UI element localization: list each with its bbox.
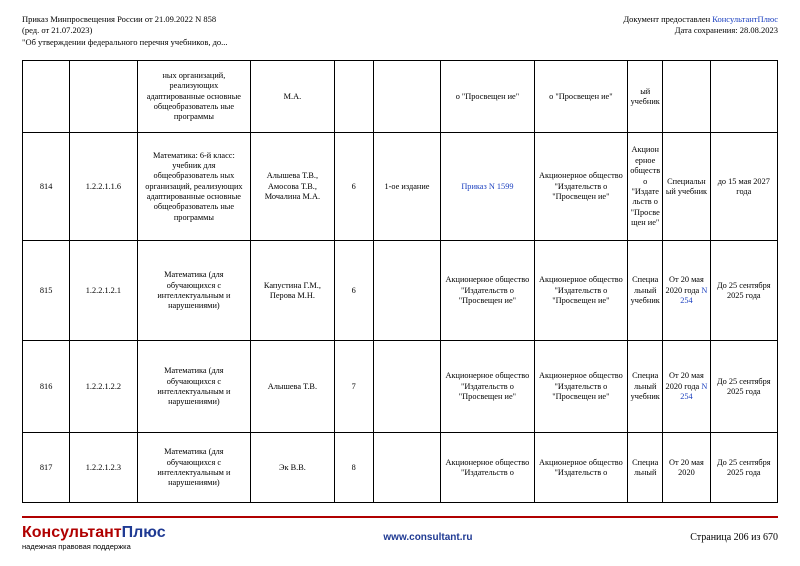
cell-code [70, 61, 137, 133]
cell-term: До 25 сентября 2025 года [710, 433, 777, 503]
table-row [23, 133, 778, 241]
cell-name: Математика (для обучающихся с интеллектуальным и нарушениями) [137, 241, 251, 341]
document-title-line-3: "Об утверждении федерального перечня учебников, до... [22, 36, 228, 47]
cell-order [663, 341, 710, 433]
textbooks-table [22, 60, 778, 503]
cell-publisher-1: о "Просвещен ие" [441, 61, 534, 133]
page-footer [22, 516, 778, 552]
provider-block [623, 14, 778, 37]
cell-name: ных организаций, реализующих адаптированные основные общеобразователь ные программы [137, 61, 251, 133]
footer-row [22, 524, 778, 552]
textbooks-table-wrap [22, 60, 778, 503]
cell-authors: М.А. [251, 61, 334, 133]
logo-plus: Плюс [121, 523, 166, 541]
cell-term: До 25 сентября 2025 года [710, 241, 777, 341]
cell-name: Математика: 6-й класс: учебник для общеобразователь ных организаций, реализующих адаптированные основные общеобразователь ные программы [137, 133, 251, 241]
cell-special: ый учебник [628, 61, 663, 133]
cell-special: Специальный учебник [628, 241, 663, 341]
order-date-prefix: От 20 мая 2020 года [665, 275, 704, 295]
cell-edition [373, 241, 440, 341]
page-number: Страница 206 из 670 [690, 532, 778, 544]
cell-publisher-2: Акционерное общество "Издательств о [534, 433, 627, 503]
cell-order [663, 241, 710, 341]
cell-publisher-1: Акционерное общество "Издательств о [441, 433, 534, 503]
cell-code: 1.2.2.1.2.1 [70, 241, 137, 341]
cell-special: Специальный учебник [628, 341, 663, 433]
footer-divider [22, 516, 778, 518]
document-title-line-2: (ред. от 21.07.2023) [22, 25, 93, 36]
cell-term [710, 61, 777, 133]
saved-date: Дата сохранения: 28.08.2023 [674, 25, 778, 36]
document-title-block [22, 14, 228, 48]
cell-authors: Алышева Т.В. [251, 341, 334, 433]
provider-line [623, 14, 778, 25]
cell-edition [373, 341, 440, 433]
table-row [23, 241, 778, 341]
cell-class: 6 [334, 133, 373, 241]
cell-order [663, 61, 710, 133]
table-row [23, 341, 778, 433]
cell-name: Математика (для обучающихся с интеллектуальным и нарушениями) [137, 341, 251, 433]
cell-publisher-2: Акционерное общество "Издательств о "Просвещен ие" [534, 241, 627, 341]
logo-tagline: надежная правовая поддержка [22, 542, 131, 552]
cell-edition [373, 433, 440, 503]
cell-class: 7 [334, 341, 373, 433]
consultant-logo [22, 524, 166, 552]
cell-publisher-2: о "Просвещен ие" [534, 61, 627, 133]
cell-publisher-1: Акционерное общество "Издательств о "Просвещен ие" [441, 341, 534, 433]
cell-publisher-2: Акционерное общество "Издательств о "Просвещен ие" [628, 133, 663, 241]
cell-class: 8 [334, 433, 373, 503]
cell-authors: Алышева Т.В., Амосова Т.В., Мочалина М.А. [251, 133, 334, 241]
cell-code: 1.2.2.1.2.3 [70, 433, 137, 503]
cell-number: 814 [23, 133, 70, 241]
cell-publisher-2: Акционерное общество "Издательств о "Просвещен ие" [534, 341, 627, 433]
cell-term: До 25 сентября 2025 года [710, 341, 777, 433]
cell-code: 1.2.2.1.1.6 [70, 133, 137, 241]
page-header [22, 14, 778, 48]
table-row [23, 433, 778, 503]
document-title-line-1: Приказ Минпросвещения России от 21.09.2022 N 858 [22, 14, 217, 24]
cell-authors: Эк В.В. [251, 433, 334, 503]
order-link[interactable]: N 254 [680, 285, 708, 306]
cell-order: От 20 мая 2020 [663, 433, 710, 503]
cell-code: 1.2.2.1.2.2 [70, 341, 137, 433]
cell-authors: Капустина Г.М., Перова М.Н. [251, 241, 334, 341]
cell-class [334, 61, 373, 133]
cell-number [23, 61, 70, 133]
order-link[interactable]: Приказ N 1599 [461, 181, 514, 191]
order-link[interactable]: N 254 [680, 381, 708, 402]
cell-class: 6 [334, 241, 373, 341]
consultant-plus-link[interactable]: КонсультантПлюс [712, 14, 778, 24]
order-date-prefix: От 20 мая 2020 года [665, 371, 704, 391]
cell-publisher-1: Акционерное общество "Издательств о "Просвещен ие" [441, 241, 534, 341]
provider-prefix: Документ предоставлен [623, 14, 713, 24]
cell-name: Математика (для обучающихся с интеллектуальным и нарушениями) [137, 433, 251, 503]
cell-number: 815 [23, 241, 70, 341]
cell-publisher-1: Акционерное общество "Издательств о "Просвещен ие" [534, 133, 627, 241]
cell-edition: 1-ое издание [373, 133, 440, 241]
logo-consultant: Консультант [22, 523, 122, 541]
cell-special: Специальный [628, 433, 663, 503]
cell-number: 817 [23, 433, 70, 503]
cell-edition [373, 61, 440, 133]
cell-term: до 15 мая 2027 года [710, 133, 777, 241]
logo-text [22, 524, 166, 542]
cell-order-link-wrap [441, 133, 534, 241]
site-url[interactable]: www.consultant.ru [383, 532, 473, 544]
table-row [23, 61, 778, 133]
cell-number: 816 [23, 341, 70, 433]
cell-special: Специальный учебник [663, 133, 710, 241]
